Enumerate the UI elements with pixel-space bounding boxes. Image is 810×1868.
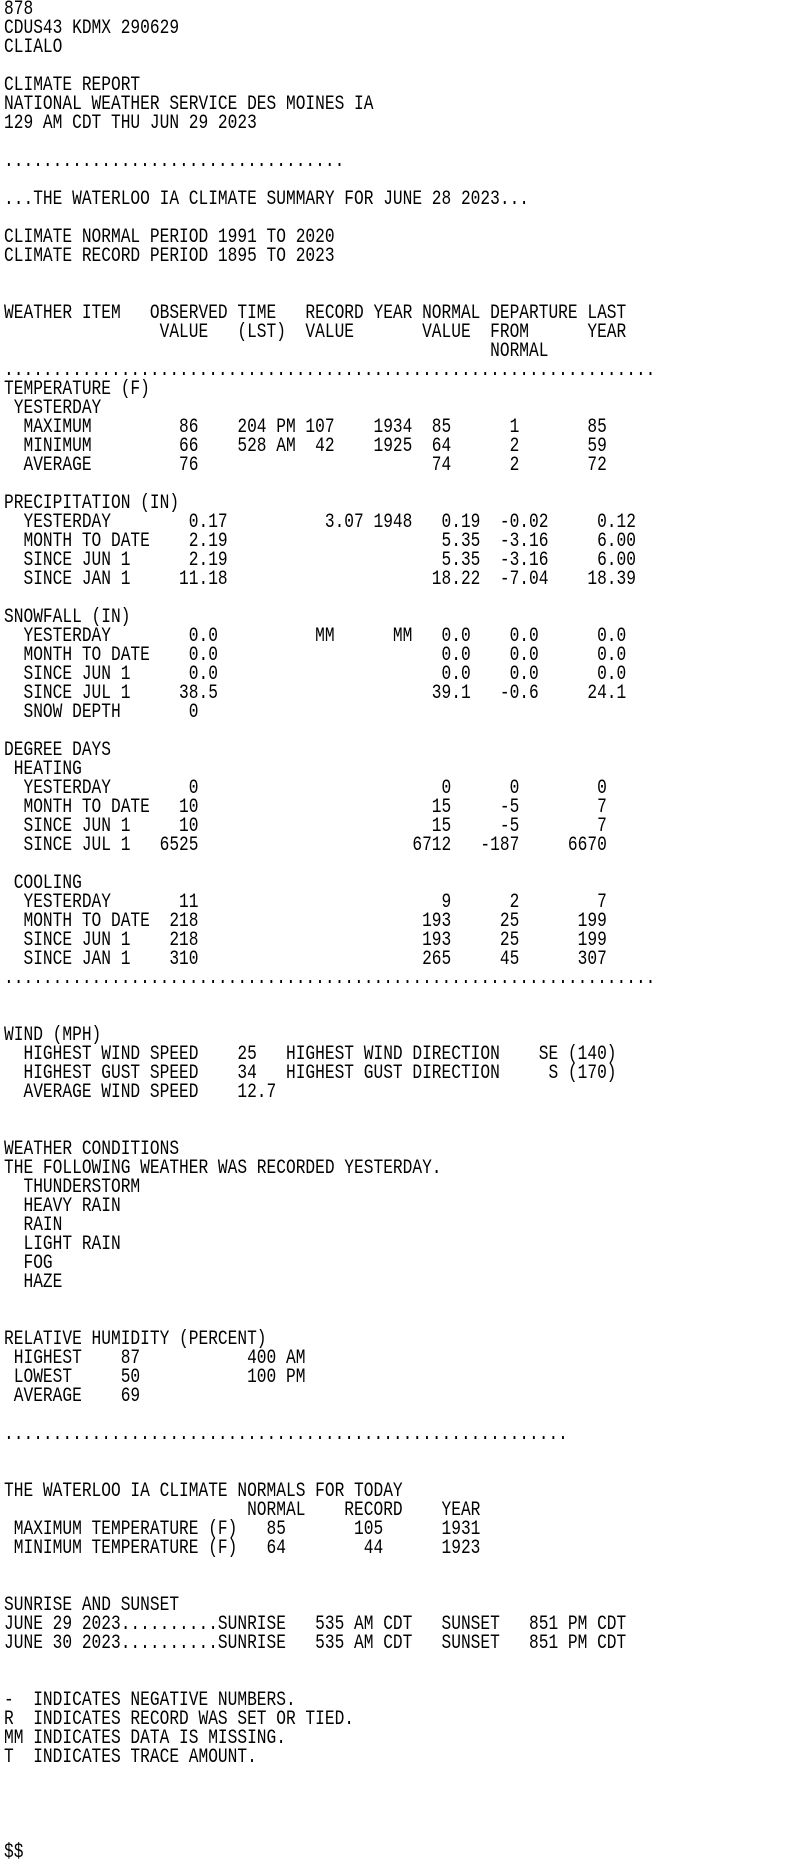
report-line: THE WATERLOO IA CLIMATE NORMALS FOR TODAY [4,1480,403,1503]
report-line: SINCE JUL 1 38.5 39.1 -0.6 24.1 [4,682,627,705]
report-line: CLIALO [4,36,63,59]
report-line: ................................................................... [4,359,656,382]
report-line: CLIMATE NORMAL PERIOD 1991 TO 2020 [4,226,335,249]
report-line: 878 [4,0,34,21]
report-line: NORMAL [4,340,549,363]
report-line: MINIMUM 66 528 AM 42 1925 64 2 59 [4,435,607,458]
report-line: FOG [4,1252,53,1275]
report-line: T INDICATES TRACE AMOUNT. [4,1746,257,1769]
report-line [4,1824,656,1843]
report-line [4,1767,656,1786]
report-line: MAXIMUM TEMPERATURE (F) 85 105 1931 [4,1518,481,1541]
report-line: VALUE (LST) VALUE VALUE FROM YEAR [4,321,627,344]
report-line: - INDICATES NEGATIVE NUMBERS. [4,1689,296,1712]
report-line: JUNE 29 2023..........SUNRISE 535 AM CDT SUNSET 851 PM CDT [4,1613,627,1636]
report-line: R INDICATES RECORD WAS SET OR TIED. [4,1708,355,1731]
report-line: CDUS43 KDMX 290629 [4,17,180,40]
report-line: YESTERDAY [4,397,102,420]
report-line [4,266,656,285]
report-line: AVERAGE 76 74 2 72 [4,454,607,477]
report-line: SUNRISE AND SUNSET [4,1594,180,1617]
report-line: MONTH TO DATE 218 193 25 199 [4,910,607,933]
report-line: RAIN [4,1214,63,1237]
report-line: LIGHT RAIN [4,1233,121,1256]
report-line: SINCE JUN 1 218 193 25 199 [4,929,607,952]
report-line: SINCE JUL 1 6525 6712 -187 6670 [4,834,607,857]
report-line: YESTERDAY 0 0 0 0 [4,777,607,800]
report-line: CLIMATE REPORT [4,74,141,97]
report-line: HIGHEST WIND SPEED 25 HIGHEST WIND DIRECTION SE (140) [4,1043,617,1066]
report-line: THUNDERSTORM [4,1176,141,1199]
report-line [4,1007,656,1026]
report-line: MINIMUM TEMPERATURE (F) 64 44 1923 [4,1537,481,1560]
report-line: WIND (MPH) [4,1024,102,1047]
report-line [4,988,656,1007]
report-line: SINCE JAN 1 11.18 18.22 -7.04 18.39 [4,568,636,591]
report-line: YESTERDAY 11 9 2 7 [4,891,607,914]
report-line: HAZE [4,1271,63,1294]
report-line: ................................... [4,150,345,173]
report-line: RELATIVE HUMIDITY (PERCENT) [4,1328,267,1351]
report-line: YESTERDAY 0.17 3.07 1948 0.19 -0.02 0.12 [4,511,636,534]
report-line [4,855,656,874]
report-line: COOLING [4,872,82,895]
report-line: HIGHEST 87 400 AM [4,1347,306,1370]
report-line: HIGHEST GUST SPEED 34 HIGHEST GUST DIRECTION S (170) [4,1062,617,1085]
report-line: SINCE JAN 1 310 265 45 307 [4,948,607,971]
report-line: AVERAGE 69 [4,1385,141,1408]
report-line [4,1444,656,1463]
report-line [4,1558,656,1577]
report-line: ...THE WATERLOO IA CLIMATE SUMMARY FOR JUNE 28 2023... [4,188,530,211]
report-line: 129 AM CDT THU JUN 29 2023 [4,112,257,135]
report-line: TEMPERATURE (F) [4,378,150,401]
report-line: YESTERDAY 0.0 MM MM 0.0 0.0 0.0 [4,625,627,648]
report-line: ................................................................... [4,967,656,990]
report-line: HEAVY RAIN [4,1195,121,1218]
report-line [4,1805,656,1824]
report-line: $$ [4,1841,24,1864]
report-line: SNOWFALL (IN) [4,606,131,629]
report-line: AVERAGE WIND SPEED 12.7 [4,1081,277,1104]
report-line: DEGREE DAYS [4,739,111,762]
report-line: HEATING [4,758,82,781]
report-line: SINCE JUN 1 2.19 5.35 -3.16 6.00 [4,549,636,572]
report-line: MONTH TO DATE 2.19 5.35 -3.16 6.00 [4,530,636,553]
report-line: SINCE JUN 1 10 15 -5 7 [4,815,607,838]
report-line: SINCE JUN 1 0.0 0.0 0.0 0.0 [4,663,627,686]
report-line: CLIMATE RECORD PERIOD 1895 TO 2023 [4,245,335,268]
report-line [4,1102,656,1121]
report-line: SNOW DEPTH 0 [4,701,199,724]
report-line [4,1653,656,1672]
report-line [4,1292,656,1311]
report-line: NATIONAL WEATHER SERVICE DES MOINES IA [4,93,374,116]
report-line: MAXIMUM 86 204 PM 107 1934 85 1 85 [4,416,607,439]
report-line: .......................................................... [4,1423,568,1446]
report-line: LOWEST 50 100 PM [4,1366,306,1389]
report-line: MONTH TO DATE 0.0 0.0 0.0 0.0 [4,644,627,667]
report-line [4,1786,656,1805]
report-line: NORMAL RECORD YEAR [4,1499,481,1522]
report-line: WEATHER CONDITIONS [4,1138,180,1161]
report-line: MONTH TO DATE 10 15 -5 7 [4,796,607,819]
report-line: MM INDICATES DATA IS MISSING. [4,1727,286,1750]
report-line: PRECIPITATION (IN) [4,492,180,515]
report-line: WEATHER ITEM OBSERVED TIME RECORD YEAR NORMAL DEPARTURE LAST [4,302,627,325]
report-line: THE FOLLOWING WEATHER WAS RECORDED YESTERDAY. [4,1157,442,1180]
report-line: JUNE 30 2023..........SUNRISE 535 AM CDT SUNSET 851 PM CDT [4,1632,627,1655]
